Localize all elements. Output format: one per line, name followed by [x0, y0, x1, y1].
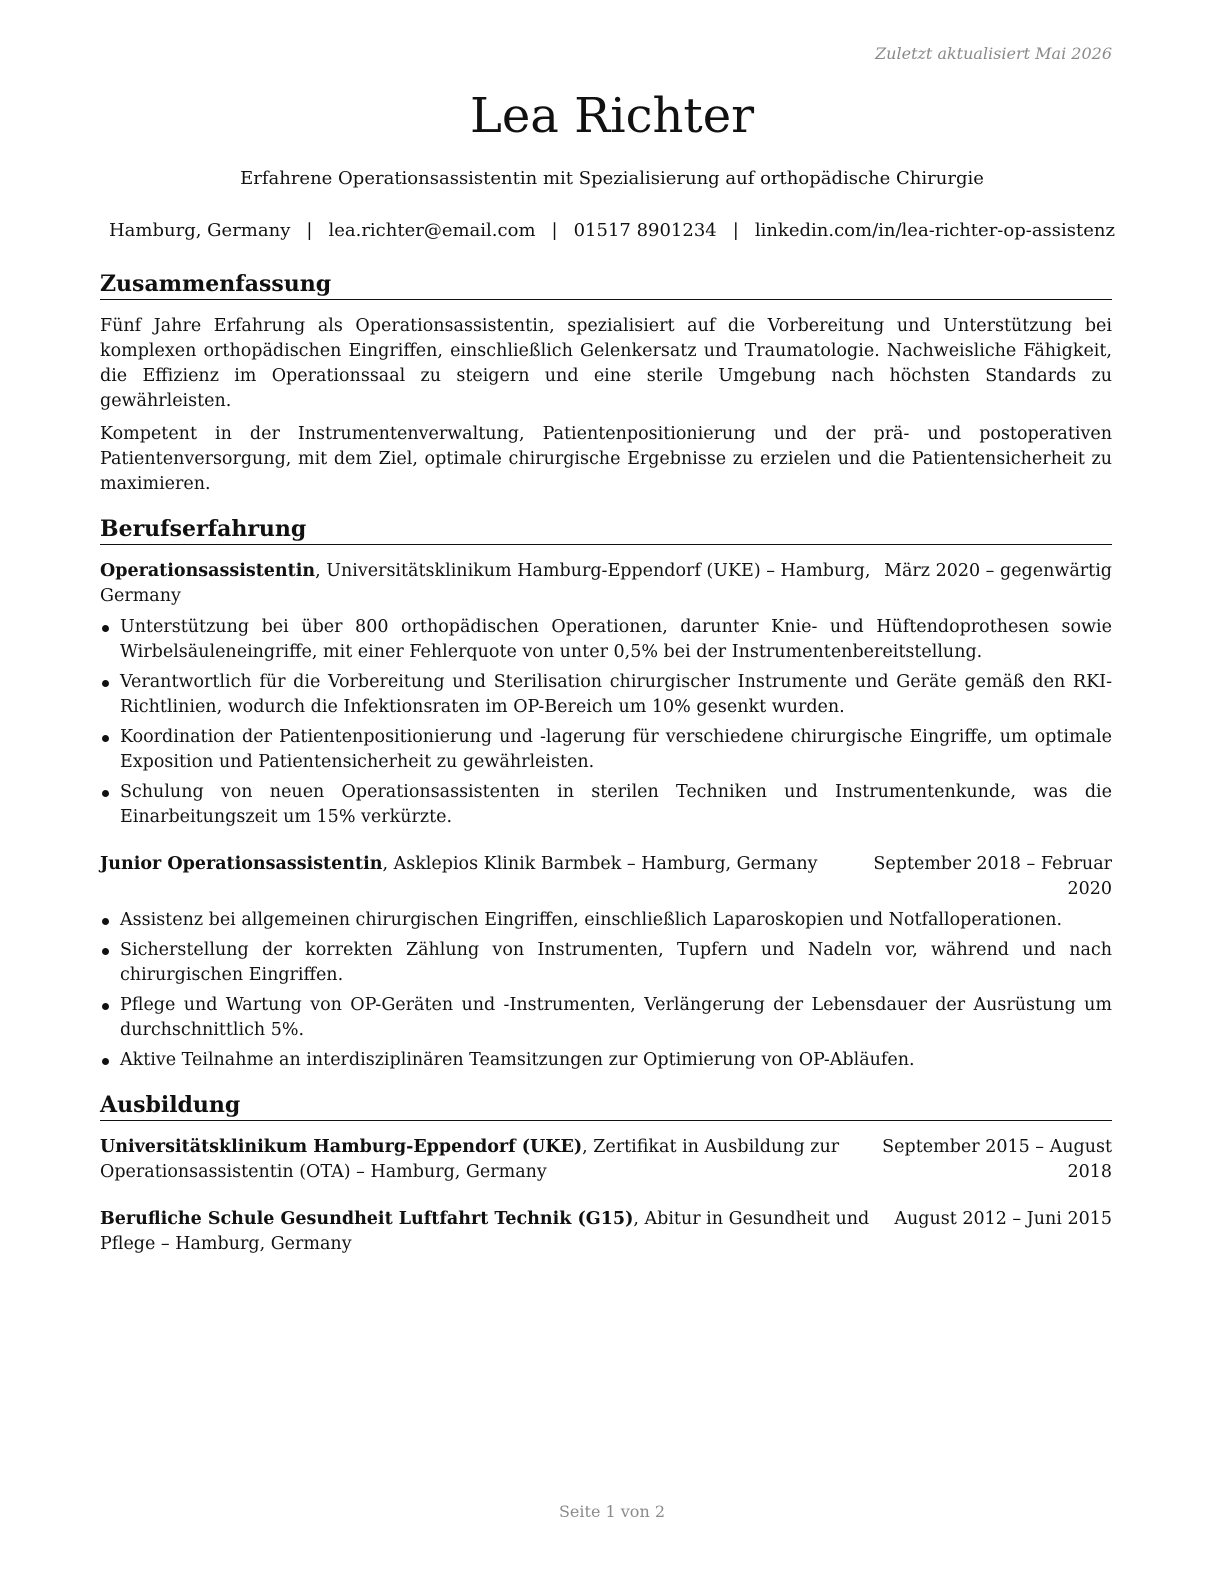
job-entry: [100, 852, 1112, 1073]
contact-phone: 01517 8901234: [573, 220, 717, 241]
education-dates: August 2012 – Juni 2015: [894, 1209, 1112, 1229]
education-header: [100, 1207, 1112, 1257]
list-item: Koordination der Patientenpositionierung und -lagerung für verschiedene chirurgische Eingriffe, um optimale Exposition und Patientensicherheit zu gewährleisten.: [100, 725, 1112, 775]
bullet-icon: [102, 918, 109, 925]
education-detail: , Abitur in Gesundheit und Pflege – Hamburg, Germany: [100, 1209, 870, 1254]
job-employer: , Asklepios Klinik Barmbek – Hamburg, Germany: [382, 854, 818, 874]
education-title-line: [100, 1135, 872, 1185]
summary-paragraph: Fünf Jahre Erfahrung als Operationsassistentin, spezialisiert auf die Vorbereitung und Unterstützung bei komplexen orthopädischen Eingriffen, einschließlich Gelenkersatz und Traumatologie. Nachweisliche Fähigkeit, die Effizienz im Operationssaal zu steigern und eine sterile Umgebung nach höchsten Standards zu gewährleisten.: [100, 316, 1112, 411]
education-entry: [100, 1135, 1112, 1185]
list-item: Sicherstellung der korrekten Zählung von Instrumenten, Tupfern und Nadeln vor, während und nach chirurgischen Eingriffen.: [100, 938, 1112, 988]
job-header: [100, 559, 1112, 609]
education-institution: Universitätsklinikum Hamburg-Eppendorf (UKE): [100, 1137, 583, 1157]
contact-separator: |: [306, 220, 313, 241]
education-header: [100, 1135, 1112, 1185]
bullet-icon: [102, 735, 109, 742]
bullet-icon: [102, 790, 109, 797]
education-detail: , Zertifikat in Ausbildung zur Operationsassistentin (OTA) – Hamburg, Germany: [100, 1137, 840, 1182]
job-dates: September 2018 – Februar 2020: [873, 854, 1112, 899]
contact-separator: |: [732, 220, 739, 241]
section-title: Zusammenfassung: [100, 270, 1112, 300]
job-dates: März 2020 – gegenwärtig: [884, 561, 1112, 581]
contact-linkedin[interactable]: linkedin.com/in/lea-richter-op-assistenz: [754, 220, 1115, 241]
bullet-icon: [102, 1058, 109, 1065]
contact-separator: |: [551, 220, 558, 241]
summary-section: [100, 270, 1112, 497]
job-bullets: [100, 615, 1112, 830]
section-title: Ausbildung: [100, 1091, 1112, 1121]
list-item: Schulung von neuen Operationsassistenten in sterilen Techniken und Instrumentenkunde, was die Einarbeitungszeit um 15% verkürzte.: [100, 780, 1112, 830]
bullet-icon: [102, 680, 109, 687]
list-item: Aktive Teilnahme an interdisziplinären Teamsitzungen zur Optimierung von OP-Abläufen.: [100, 1048, 1112, 1073]
bullet-icon: [102, 1003, 109, 1010]
education-entry: [100, 1207, 1112, 1257]
job-bullets: [100, 908, 1112, 1073]
summary-paragraph: Kompetent in der Instrumentenverwaltung, Patientenpositionierung und der prä- und postoperativen Patientenversorgung, mit dem Ziel, optimale chirurgische Ergebnisse zu erzielen und die Patientensicherheit zu maximieren.: [100, 424, 1112, 494]
headline: Erfahrene Operationsassistentin mit Spezialisierung auf orthopädische Chirurgie: [240, 168, 984, 189]
education-institution: Berufliche Schule Gesundheit Luftfahrt Technik (G15): [100, 1209, 634, 1229]
bullet-icon: [102, 948, 109, 955]
job-title-line: [100, 559, 884, 609]
last-updated: Zuletzt aktualisiert Mai 2026: [875, 44, 1112, 63]
resume-content: [100, 270, 1112, 1275]
list-item: Verantwortlich für die Vorbereitung und Sterilisation chirurgischer Instrumente und Geräte gemäß den RKI-Richtlinien, wodurch die Infektionsraten im OP-Bereich um 10% gesenkt wurden.: [100, 670, 1112, 720]
contact-location: Hamburg, Germany: [108, 220, 291, 241]
list-item: Pflege und Wartung von OP-Geräten und -Instrumenten, Verlängerung der Lebensdauer der Ausrüstung um durchschnittlich 5%.: [100, 993, 1112, 1043]
candidate-name: Lea Richter: [469, 88, 755, 144]
job-entry: [100, 559, 1112, 830]
list-item: Assistenz bei allgemeinen chirurgischen Eingriffen, einschließlich Laparoskopien und Notfalloperationen.: [100, 908, 1112, 933]
job-header: [100, 852, 1112, 902]
page-number: Seite 1 von 2: [558, 1502, 666, 1521]
education-dates: September 2015 – August 2018: [882, 1137, 1112, 1182]
education-title-line: [100, 1207, 894, 1257]
bullet-icon: [102, 625, 109, 632]
job-role: Operationsassistentin: [100, 561, 316, 581]
list-item: Unterstützung bei über 800 orthopädischen Operationen, darunter Knie- und Hüftendoprothesen sowie Wirbelsäuleneingriffe, mit einer Fehlerquote von unter 0,5% bei der Instrumentenbereitstellung.: [100, 615, 1112, 665]
education-section: [100, 1091, 1112, 1257]
contact-email[interactable]: lea.richter@email.com: [328, 220, 536, 241]
job-role: Junior Operationsassistentin: [100, 854, 383, 874]
section-title: Berufserfahrung: [100, 515, 1112, 545]
contact-line: [0, 220, 1224, 241]
job-title-line: [100, 852, 872, 877]
job-employer: , Universitätsklinikum Hamburg-Eppendorf (UKE) – Hamburg, Germany: [100, 561, 871, 606]
experience-section: [100, 515, 1112, 1073]
